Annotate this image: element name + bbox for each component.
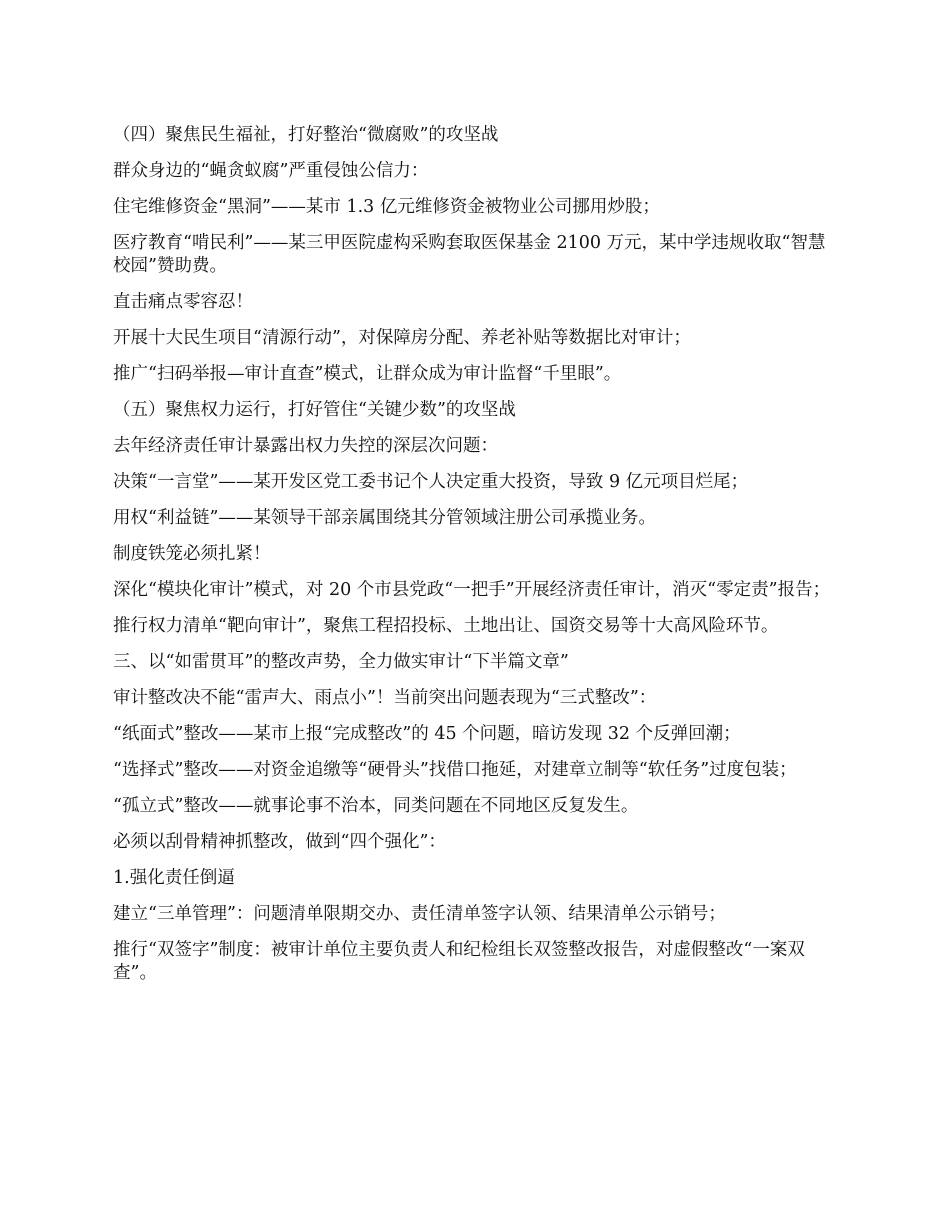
- paragraph: 医疗教育“啃民利”——某三甲医院虚构采购套取医保基金 2100 万元，某中学违规收取“智慧校园”赞助费。: [113, 233, 826, 276]
- paragraph: “选择式”整改——对资金追缴等“硬骨头”找借口拖延，对建章立制等“软任务”过度包装；: [113, 760, 797, 780]
- paragraph: 直击痛点零容忍！: [113, 292, 253, 312]
- paragraph: 必须以刮骨精神抓整改，做到“四个强化”：: [113, 832, 446, 852]
- paragraph: 推广“扫码举报—审计直查”模式，让群众成为审计监督“千里眼”。: [113, 364, 622, 384]
- paragraph: 建立“三单管理”：问题清单限期交办、责任清单签字认领、结果清单公示销号；: [113, 904, 726, 924]
- paragraph: 制度铁笼必须扎紧！: [113, 544, 271, 564]
- paragraph-subheading: 1.强化责任倒逼: [113, 868, 235, 888]
- paragraph: 开展十大民生项目“清源行动”，对保障房分配、养老补贴等数据比对审计；: [113, 328, 691, 348]
- paragraph: “纸面式”整改——某市上报“完成整改”的 45 个问题，暗访发现 32 个反弹回潮；: [113, 724, 741, 744]
- paragraph: 住宅维修资金“黑洞”——某市 1.3 亿元维修资金被物业公司挪用炒股；: [113, 197, 660, 217]
- paragraph: 用权“利益链”——某领导干部亲属围绕其分管领域注册公司承揽业务。: [113, 508, 656, 528]
- paragraph: 推行权力清单“靶向审计”，聚焦工程招投标、土地出让、国资交易等十大高风险环节。: [113, 616, 779, 636]
- paragraph-heading-five: （五）聚焦权力运行，打好管住“关键少数”的攻坚战: [113, 400, 516, 420]
- paragraph: “孤立式”整改——就事论事不治本，同类问题在不同地区反复发生。: [113, 796, 639, 816]
- paragraph-heading-four: （四）聚焦民生福祉，打好整治“微腐败”的攻坚战: [113, 125, 499, 145]
- paragraph-heading-three: 三、以“如雷贯耳”的整改声势，全力做实审计“下半篇文章”: [113, 652, 569, 672]
- paragraph: 推行“双签字”制度：被审计单位主要负责人和纪检组长双签整改报告，对虚假整改“一案双查”。: [113, 940, 805, 983]
- paragraph: 群众身边的“蝇贪蚁腐”严重侵蚀公信力：: [113, 161, 429, 181]
- paragraph: 去年经济责任审计暴露出权力失控的深层次问题：: [113, 436, 498, 456]
- paragraph: 深化“模块化审计”模式，对 20 个市县党政“一把手”开展经济责任审计，消灭“零定责”报告；: [113, 580, 831, 600]
- paragraph: 审计整改决不能“雷声大、雨点小”！当前突出问题表现为“三式整改”：: [113, 688, 657, 708]
- paragraph: 决策“一言堂”——某开发区党工委书记个人决定重大投资，导致 9 亿元项目烂尾；: [113, 472, 749, 492]
